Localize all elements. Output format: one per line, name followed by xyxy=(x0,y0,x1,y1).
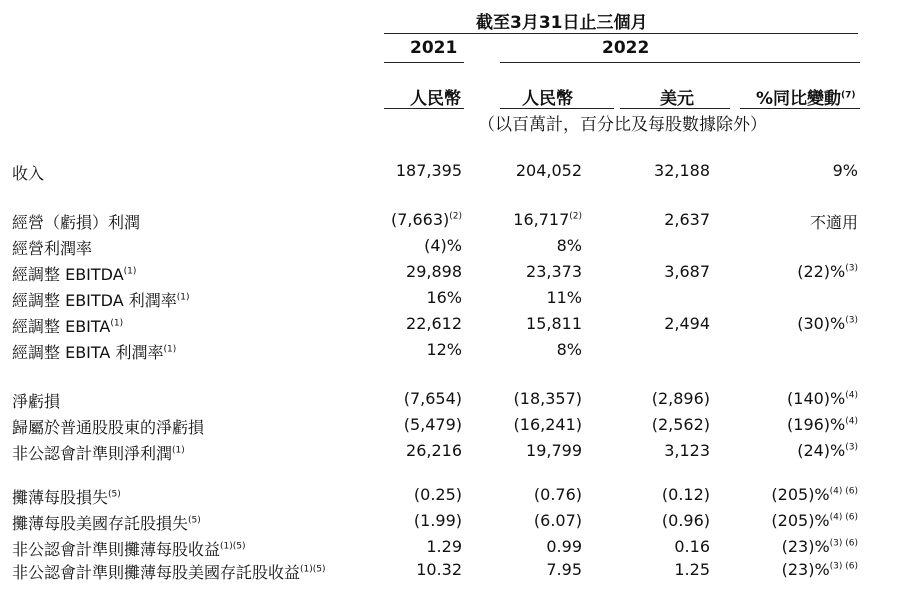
cell-value: 26,216 xyxy=(406,441,462,460)
footnote-ref: (2) xyxy=(449,211,462,222)
cell-value: 2,494 xyxy=(664,314,710,333)
cell-value: (2,896) xyxy=(651,389,710,408)
cell-value: (6.07) xyxy=(533,511,582,530)
row-label-text: 歸屬於普通股股東的淨虧損 xyxy=(12,418,205,437)
year-2022: 2022 xyxy=(602,38,650,58)
unit-note: （以百萬計，百分比及每股數據除外） xyxy=(478,115,767,135)
cell-value: 16% xyxy=(426,288,462,307)
cell-v2 xyxy=(526,262,582,281)
cell-value: (16,241) xyxy=(513,415,582,434)
cell-value: 3,123 xyxy=(664,441,710,460)
cell-v3 xyxy=(664,210,710,229)
cell-value: (30)% xyxy=(797,314,846,333)
cell-value: 10.32 xyxy=(416,560,462,579)
row-label xyxy=(12,340,176,363)
row-label-text: 收入 xyxy=(12,164,45,183)
cell-v4 xyxy=(787,389,858,408)
footnote-ref: (3) (6) xyxy=(829,561,858,572)
cell-v4 xyxy=(782,537,858,556)
cell-v4 xyxy=(782,560,858,579)
cell-v2 xyxy=(526,314,582,333)
cell-value: (22)% xyxy=(797,262,846,281)
row-label xyxy=(12,511,201,534)
row-label xyxy=(12,560,326,583)
cell-v1 xyxy=(426,288,462,307)
footnote-ref: (4) xyxy=(845,390,858,401)
cell-value: 16,717 xyxy=(513,210,570,229)
cell-value: (205)% xyxy=(771,511,830,530)
cell-v1 xyxy=(404,389,462,408)
cell-v3 xyxy=(664,441,710,460)
col-rule-4 xyxy=(740,108,860,109)
footnote-ref: (1) xyxy=(176,292,190,303)
row-label xyxy=(12,485,121,508)
cell-v2 xyxy=(514,389,582,408)
cell-value: 15,811 xyxy=(526,314,582,333)
col-rmb-2022: 人民幣 xyxy=(522,89,573,109)
period-header: 截至3月31日止三個月 xyxy=(476,13,648,33)
row-label-text: 經調整 EBITDA xyxy=(12,265,124,284)
cell-v2 xyxy=(534,485,582,504)
cell-value: 不適用 xyxy=(809,213,858,232)
cell-v1 xyxy=(404,415,462,434)
cell-v3 xyxy=(662,485,710,504)
cell-value: (7,663) xyxy=(390,210,450,229)
footnote-ref: (1) xyxy=(110,318,124,329)
row-label xyxy=(12,537,246,560)
cell-value: (196)% xyxy=(787,415,846,434)
row-label xyxy=(12,314,123,337)
row-label xyxy=(12,236,92,259)
footnote-ref: (2) xyxy=(569,211,582,222)
cell-v4 xyxy=(833,161,858,180)
col-rule-2 xyxy=(500,108,614,109)
cell-value: 11% xyxy=(546,288,582,307)
footnote-ref: (1)(5) xyxy=(220,541,246,552)
cell-v3 xyxy=(664,262,710,281)
cell-v1 xyxy=(396,161,462,180)
col-rule-1 xyxy=(384,108,464,109)
footnote-ref: (4) (6) xyxy=(829,486,858,497)
footnote-ref: (3) xyxy=(845,315,858,326)
row-label-text: 淨虧損 xyxy=(12,392,61,411)
col-rule-3 xyxy=(620,108,730,109)
cell-value: (23)% xyxy=(781,537,830,556)
row-label-text: 經調整 EBITA 利潤率 xyxy=(12,343,164,362)
cell-v1 xyxy=(414,511,462,530)
cell-v2 xyxy=(546,288,582,307)
footnote-ref: (5) xyxy=(188,515,201,526)
footnote-ref: (3) (6) xyxy=(829,538,858,549)
cell-value: (5,479) xyxy=(403,415,462,434)
cell-value: (205)% xyxy=(771,485,830,504)
footnote-ref: (1) xyxy=(163,344,177,355)
cell-value: 9% xyxy=(832,161,858,180)
cell-v3 xyxy=(674,537,710,556)
cell-v4 xyxy=(797,262,858,281)
row-label-text: 攤薄每股美國存託股損失 xyxy=(12,514,189,533)
cell-value: 29,898 xyxy=(406,262,462,281)
cell-v1 xyxy=(406,441,462,460)
row-label xyxy=(12,210,140,233)
row-label-text: 經營（虧損）利潤 xyxy=(12,213,141,232)
cell-v4 xyxy=(797,441,858,460)
cell-v2 xyxy=(557,340,582,359)
cell-value: (0.96) xyxy=(661,511,710,530)
cell-v3 xyxy=(652,389,710,408)
footnote-ref: (3) xyxy=(845,263,858,274)
row-label xyxy=(12,161,44,184)
cell-value: 19,799 xyxy=(526,441,582,460)
row-label-text: 非公認會計準則淨利潤 xyxy=(12,444,173,463)
cell-v3 xyxy=(664,314,710,333)
cell-v1 xyxy=(426,537,462,556)
cell-value: (23)% xyxy=(781,560,830,579)
cell-value: 2,637 xyxy=(664,210,710,229)
cell-value: 0.99 xyxy=(546,537,582,556)
cell-v4 xyxy=(787,415,858,434)
row-label xyxy=(12,441,185,464)
cell-value: 8% xyxy=(556,236,582,255)
footnote-ref: (4) xyxy=(845,416,858,427)
col-usd-2022: 美元 xyxy=(660,89,694,109)
cell-v2 xyxy=(546,560,582,579)
cell-v2 xyxy=(516,161,582,180)
row-label-text: 經調整 EBITDA 利潤率 xyxy=(12,291,177,310)
footnote-ref: (3) xyxy=(845,442,858,453)
cell-v3 xyxy=(654,161,710,180)
year-2022-rule xyxy=(500,62,860,63)
row-label-text: 攤薄每股損失 xyxy=(12,488,109,507)
row-label-text: 非公認會計準則攤薄每股收益 xyxy=(12,540,221,559)
row-label xyxy=(12,262,136,285)
cell-value: (18,357) xyxy=(513,389,582,408)
cell-value: (0.76) xyxy=(533,485,582,504)
cell-value: 23,373 xyxy=(526,262,582,281)
cell-v3 xyxy=(652,415,710,434)
cell-v2 xyxy=(557,236,582,255)
cell-value: 7.95 xyxy=(546,560,582,579)
cell-v1 xyxy=(406,262,462,281)
cell-value: (24)% xyxy=(797,441,846,460)
cell-value: (2,562) xyxy=(651,415,710,434)
cell-value: 204,052 xyxy=(515,161,582,180)
cell-value: (1.99) xyxy=(413,511,462,530)
cell-v1 xyxy=(406,314,462,333)
cell-value: 0.16 xyxy=(674,537,710,556)
cell-value: 3,687 xyxy=(664,262,710,281)
row-label-text: 經調整 EBITA xyxy=(12,317,111,336)
cell-v1 xyxy=(391,210,462,229)
col-pct-change: %同比變動$^{(7)}$ xyxy=(756,89,856,109)
cell-value: 187,395 xyxy=(395,161,462,180)
cell-v1 xyxy=(416,560,462,579)
footnote-ref: (4) (6) xyxy=(829,512,858,523)
footnote-ref: (1) xyxy=(172,445,185,456)
footnote-ref: (1) xyxy=(123,266,137,277)
cell-value: 1.29 xyxy=(426,537,462,556)
cell-value: 22,612 xyxy=(406,314,462,333)
cell-value: 8% xyxy=(556,340,582,359)
cell-v2 xyxy=(513,210,582,229)
row-label xyxy=(12,415,204,438)
footnote-ref: (1)(5) xyxy=(300,564,326,575)
cell-v1 xyxy=(424,236,462,255)
cell-v1 xyxy=(414,485,462,504)
header-rule-top xyxy=(384,33,858,34)
cell-v4 xyxy=(771,485,858,504)
cell-v2 xyxy=(546,537,582,556)
cell-v4 xyxy=(771,511,858,530)
year-2021-rule xyxy=(384,62,464,63)
cell-value: 32,188 xyxy=(654,161,710,180)
cell-value: 12% xyxy=(426,340,462,359)
footnote-ref: (5) xyxy=(108,489,121,500)
cell-value: (140)% xyxy=(787,389,846,408)
year-2021: 2021 xyxy=(410,38,458,58)
cell-value: 1.25 xyxy=(674,560,710,579)
cell-v3 xyxy=(674,560,710,579)
cell-value: (4)% xyxy=(424,236,462,255)
cell-v2 xyxy=(534,511,582,530)
cell-v4 xyxy=(797,314,858,333)
cell-v4 xyxy=(810,210,858,233)
cell-v2 xyxy=(526,441,582,460)
col-rmb-2021: 人民幣 xyxy=(410,89,461,109)
cell-value: (0.12) xyxy=(661,485,710,504)
row-label xyxy=(12,389,60,412)
cell-v3 xyxy=(662,511,710,530)
cell-v1 xyxy=(426,340,462,359)
row-label-text: 非公認會計準則攤薄每股美國存託股收益 xyxy=(12,563,301,582)
row-label xyxy=(12,288,190,311)
cell-value: (0.25) xyxy=(413,485,462,504)
cell-v2 xyxy=(514,415,582,434)
row-label-text: 經營利潤率 xyxy=(12,239,93,258)
cell-value: (7,654) xyxy=(403,389,462,408)
